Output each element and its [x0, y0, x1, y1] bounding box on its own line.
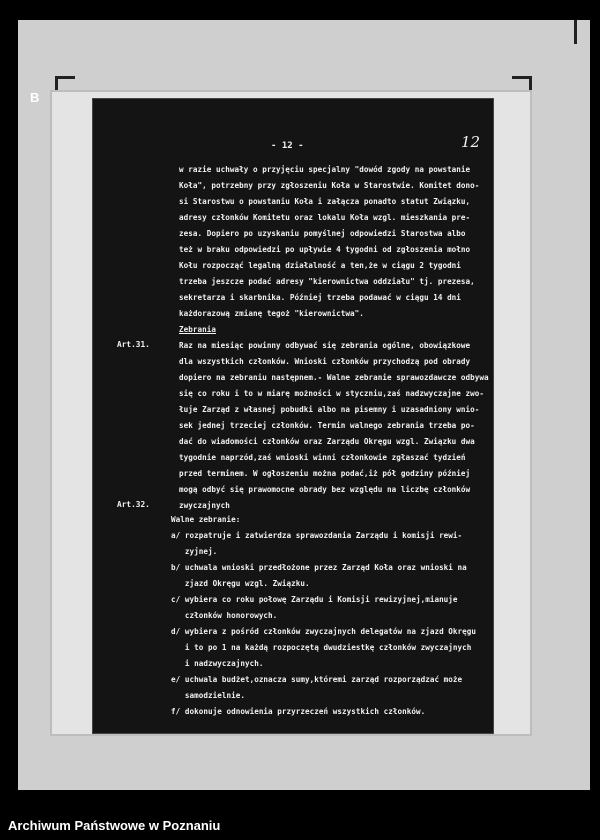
text-line: każdorazową zmianę tegoż "kierownictwa".	[179, 309, 364, 318]
corner-mark	[574, 20, 577, 44]
text-line: mogą odbyć się prawomocne obrady bez względu na liczbę członków	[179, 485, 471, 494]
list-item: c/ wybiera co roku połowę Zarządu i Komisji rewizyjnej,mianuje	[171, 595, 458, 604]
text-line: przed terminem. W ogłoszeniu można podać,iż pół godziny później	[179, 469, 471, 478]
list-item: b/ uchwala wnioski przedłożone przez Zarząd Koła oraz wnioski na	[171, 563, 467, 572]
text-line: też w braku odpowiedzi po upływie 4 tygodni od zgłoszenia mołno	[179, 245, 471, 254]
text-line: sekretarza i skarbnika. Później trzeba podawać w ciągu 14 dni	[179, 293, 461, 302]
text-line: w razie uchwały o przyjęciu specjalny "dowód zgody na powstanie	[179, 165, 471, 174]
text-line: Raz na miesiąc powinny odbywać się zebrania ogólne, obowiązkowe	[179, 341, 471, 350]
text-line: dać do wiadomości członków oraz Zarządu Okręgu wzgl. Związku dwa	[179, 437, 475, 446]
handwritten-number: 12	[461, 133, 481, 151]
list-item: d/ wybiera z pośród członków zwyczajnych delegatów na zjazd Okręgu	[171, 627, 477, 636]
section-heading: Zebrania	[179, 325, 216, 334]
archive-footer: Archiwum Państwowe w Poznaniu	[8, 818, 221, 833]
text-line: Kołu rozpocząć legalną działalność a ten,że w ciągu 2 tygodni	[179, 261, 461, 270]
text-line: sek jednej trzeciej członków. Termin walnego zebrania trzeba po-	[179, 421, 475, 430]
text-line: adresy członków Komitetu oraz lokalu Koła wzgl. mieszkania pre-	[179, 213, 471, 222]
list-item: i nadzwyczajnych.	[171, 659, 264, 668]
document-content	[93, 99, 493, 733]
text-line: dla wszystkich członków. Wnioski członków przychodzą pod obrady	[179, 357, 471, 366]
text-line: trzeba jeszcze podać adresy "kierownictwa oddziału" tj. prezesa,	[179, 277, 475, 286]
text-line: Walne zebranie:	[171, 515, 241, 524]
text-line: si Starostwu o powstaniu Koła i załącza ponadto statut Związku,	[179, 197, 471, 206]
page-number: - 12 -	[271, 141, 304, 151]
list-item: zjazd Okręgu wzgl. Związku.	[171, 579, 310, 588]
text-line: tygodnie naprzód,zaś wnioski winni członkowie zgłaszać tydzień	[179, 453, 466, 462]
text-line: łuje Zarząd z własnej pobudki albo na pisemny i uzasadniony wnio-	[179, 405, 480, 414]
list-item: f/ dokonuje odnowienia przyrzeczeń wszystkich członków.	[171, 707, 426, 716]
list-item: e/ uchwala budżet,oznacza sumy,któremi zarząd rozporządzać może	[171, 675, 463, 684]
document-page	[92, 98, 494, 734]
article-label: Art.32.	[117, 500, 150, 509]
text-line: się co roku i to w miarę możności w styczniu,zaś nadzwyczajne zwo-	[179, 389, 485, 398]
corner-mark	[55, 76, 75, 79]
text-line: zwyczajnych	[179, 501, 230, 510]
list-item: a/ rozpatruje i zatwierdza sprawozdania Zarządu i komisji rewi-	[171, 531, 463, 540]
text-line: zesa. Dopiero po uzyskaniu pomyślnej odpowiedzi Starostwa albo	[179, 229, 466, 238]
marker-letter: B	[30, 90, 40, 105]
article-label: Art.31.	[117, 340, 150, 349]
list-item: członków honorowych.	[171, 611, 278, 620]
list-item: samodzielnie.	[171, 691, 245, 700]
list-item: zyjnej.	[171, 547, 218, 556]
text-line: dopiero na zebraniu następnem.- Walne zebranie sprawozdawcze odbywa	[179, 373, 489, 382]
text-line: Koła", potrzebny przy zgłoszeniu Koła w Starostwie. Komitet dono-	[179, 181, 480, 190]
list-item: i to po 1 na każdą rozpoczętą dwudziestkę członków zwyczajnych	[171, 643, 472, 652]
